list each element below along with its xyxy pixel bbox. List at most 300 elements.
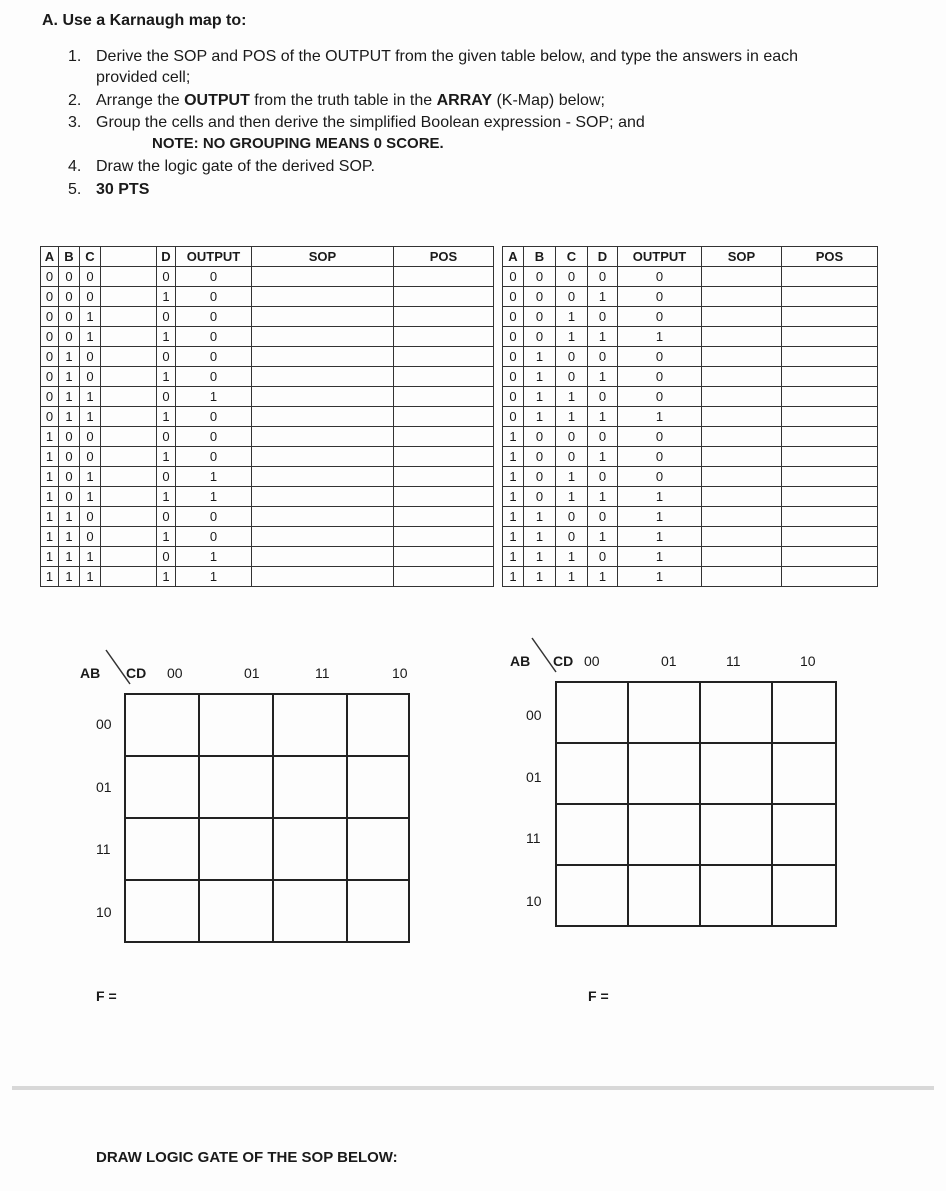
spacer (101, 387, 157, 407)
kmap-row-label: 11 (526, 830, 541, 846)
cell-pos[interactable] (394, 527, 494, 547)
cell-pos[interactable] (394, 327, 494, 347)
kmap-col-label: 11 (315, 665, 330, 681)
cell-a: 0 (503, 407, 524, 427)
kmap-cell[interactable] (125, 694, 199, 756)
spacer (101, 567, 157, 587)
cell-output: 0 (618, 347, 702, 367)
spacer (101, 367, 157, 387)
cell-sop[interactable] (702, 487, 782, 507)
cell-output: 0 (176, 307, 252, 327)
kmap-cell[interactable] (273, 818, 347, 880)
cell-a: 0 (41, 347, 59, 367)
cell-sop[interactable] (252, 547, 394, 567)
cell-pos[interactable] (782, 467, 878, 487)
cell-sop[interactable] (252, 347, 394, 367)
cell-output: 1 (176, 387, 252, 407)
kmap-cell[interactable] (628, 743, 700, 804)
cell-pos[interactable] (782, 347, 878, 367)
cell-output: 0 (176, 527, 252, 547)
cell-c: 0 (80, 287, 101, 307)
kmap-result-label: F = (588, 988, 609, 1004)
cell-pos[interactable] (394, 367, 494, 387)
cell-pos[interactable] (394, 387, 494, 407)
cell-a: 0 (503, 387, 524, 407)
cell-pos[interactable] (782, 387, 878, 407)
kmap-cell[interactable] (273, 880, 347, 942)
kmap-cell[interactable] (700, 682, 772, 743)
cell-output: 0 (176, 347, 252, 367)
kmap-cell[interactable] (199, 818, 273, 880)
header-sop: SOP (702, 247, 782, 267)
cell-output: 0 (176, 447, 252, 467)
cell-sop[interactable] (702, 547, 782, 567)
kmap-cell[interactable] (628, 804, 700, 865)
cell-sop[interactable] (252, 287, 394, 307)
header-c: C (80, 247, 101, 267)
cell-c: 0 (80, 447, 101, 467)
instruction-1 (68, 46, 798, 67)
spacer (101, 247, 157, 267)
cell-c: 0 (556, 267, 588, 287)
spacer (101, 287, 157, 307)
kmap-cd-label: CD (553, 653, 574, 669)
kmap-row-label: 10 (526, 893, 542, 909)
cell-d: 1 (588, 287, 618, 307)
cell-a: 0 (41, 267, 59, 287)
kmap-cell[interactable] (772, 865, 836, 926)
cell-b: 0 (59, 427, 80, 447)
kmap-col-label: 10 (392, 665, 408, 681)
table-row (41, 527, 494, 547)
left-kmap-grid (124, 693, 410, 943)
instruction-number: 3. (68, 114, 82, 131)
kmap-row-label: 01 (526, 769, 542, 785)
cell-a: 0 (503, 307, 524, 327)
instruction-bold: OUTPUT (184, 92, 250, 109)
instruction-bold: ARRAY (436, 92, 493, 109)
cell-output: 1 (176, 467, 252, 487)
cell-d: 0 (157, 547, 176, 567)
cell-c: 1 (556, 487, 588, 507)
instruction-text: (K-Map) below; (492, 92, 605, 109)
cell-b: 1 (524, 347, 556, 367)
cell-c: 1 (80, 467, 101, 487)
cell-pos[interactable] (782, 287, 878, 307)
header-pos: POS (782, 247, 878, 267)
cell-pos[interactable] (782, 427, 878, 447)
instruction-text: Draw the logic gate of the derived SOP. (96, 158, 375, 175)
cell-c: 1 (556, 567, 588, 587)
kmap-cell[interactable] (628, 865, 700, 926)
cell-a: 1 (41, 567, 59, 587)
kmap-row-label: 00 (96, 716, 112, 732)
kmap-cell[interactable] (125, 756, 199, 818)
kmap-cell[interactable] (347, 694, 409, 756)
cell-sop[interactable] (702, 307, 782, 327)
cell-pos[interactable] (394, 407, 494, 427)
cell-sop[interactable] (252, 487, 394, 507)
cell-sop[interactable] (252, 387, 394, 407)
kmap-cell[interactable] (700, 743, 772, 804)
cell-c: 1 (80, 547, 101, 567)
cell-pos[interactable] (782, 487, 878, 507)
cell-b: 0 (59, 447, 80, 467)
cell-c: 1 (80, 487, 101, 507)
cell-b: 0 (524, 307, 556, 327)
cell-sop[interactable] (252, 367, 394, 387)
cell-a: 0 (41, 367, 59, 387)
left-truth-table (40, 246, 494, 587)
cell-pos[interactable] (394, 507, 494, 527)
kmap-cell[interactable] (199, 694, 273, 756)
cell-a: 1 (41, 507, 59, 527)
cell-c: 0 (556, 447, 588, 467)
kmap-cell[interactable] (347, 818, 409, 880)
cell-a: 1 (41, 547, 59, 567)
table-row (503, 407, 878, 427)
cell-output: 1 (176, 547, 252, 567)
spacer (101, 467, 157, 487)
cell-pos[interactable] (782, 307, 878, 327)
cell-c: 1 (556, 327, 588, 347)
cell-a: 1 (503, 567, 524, 587)
instruction-4 (68, 156, 375, 177)
cell-sop[interactable] (702, 447, 782, 467)
kmap-cell[interactable] (700, 804, 772, 865)
kmap-cell[interactable] (199, 880, 273, 942)
cell-output: 0 (176, 367, 252, 387)
header-a: A (503, 247, 524, 267)
cell-pos[interactable] (782, 507, 878, 527)
cell-sop[interactable] (252, 407, 394, 427)
cell-b: 0 (524, 467, 556, 487)
kmap-cell[interactable] (556, 865, 628, 926)
cell-b: 0 (524, 287, 556, 307)
section-divider (12, 1086, 934, 1090)
kmap-cell[interactable] (125, 880, 199, 942)
kmap-cell[interactable] (700, 865, 772, 926)
cell-b: 1 (524, 507, 556, 527)
table-header-row (503, 247, 878, 267)
cell-output: 1 (618, 487, 702, 507)
cell-pos[interactable] (394, 347, 494, 367)
cell-a: 1 (41, 427, 59, 447)
cell-c: 0 (556, 527, 588, 547)
cell-c: 0 (556, 427, 588, 447)
header-output: OUTPUT (618, 247, 702, 267)
cell-c: 0 (80, 347, 101, 367)
cell-d: 0 (588, 267, 618, 287)
cell-a: 0 (503, 327, 524, 347)
spacer (101, 327, 157, 347)
cell-a: 1 (503, 547, 524, 567)
cell-output: 0 (618, 467, 702, 487)
cell-a: 1 (503, 427, 524, 447)
cell-a: 0 (503, 367, 524, 387)
cell-sop[interactable] (702, 407, 782, 427)
table-row (503, 307, 878, 327)
cell-d: 1 (588, 447, 618, 467)
cell-b: 0 (524, 267, 556, 287)
cell-sop[interactable] (702, 367, 782, 387)
spacer (101, 267, 157, 287)
cell-d: 1 (157, 287, 176, 307)
cell-pos[interactable] (394, 487, 494, 507)
cell-pos[interactable] (394, 267, 494, 287)
kmap-cell[interactable] (556, 804, 628, 865)
cell-sop[interactable] (252, 267, 394, 287)
draw-logic-gate-title: DRAW LOGIC GATE OF THE SOP BELOW: (96, 1149, 398, 1166)
kmap-result-label: F = (96, 988, 117, 1004)
cell-output: 0 (176, 407, 252, 427)
table-row (503, 387, 878, 407)
cell-d: 1 (588, 487, 618, 507)
table-row (503, 547, 878, 567)
cell-c: 1 (80, 307, 101, 327)
cell-output: 0 (176, 287, 252, 307)
cell-sop[interactable] (252, 567, 394, 587)
cell-a: 0 (503, 287, 524, 307)
cell-pos[interactable] (394, 467, 494, 487)
table-row (503, 447, 878, 467)
cell-sop[interactable] (702, 287, 782, 307)
kmap-cell[interactable] (772, 682, 836, 743)
instruction-text: Arrange the (96, 92, 185, 109)
spacer (101, 447, 157, 467)
cell-d: 0 (157, 427, 176, 447)
cell-sop[interactable] (252, 507, 394, 527)
cell-a: 1 (503, 487, 524, 507)
table-row (41, 407, 494, 427)
cell-d: 0 (157, 507, 176, 527)
cell-d: 0 (588, 467, 618, 487)
table-row (41, 467, 494, 487)
kmap-row-label: 00 (526, 707, 542, 723)
cell-d: 1 (157, 567, 176, 587)
cell-sop[interactable] (702, 327, 782, 347)
cell-b: 1 (59, 407, 80, 427)
cell-pos[interactable] (394, 427, 494, 447)
kmap-col-label: 10 (800, 653, 816, 669)
table-row (41, 507, 494, 527)
cell-c: 1 (80, 407, 101, 427)
cell-c: 0 (556, 507, 588, 527)
kmap-cell[interactable] (772, 804, 836, 865)
kmap-row-label: 01 (96, 779, 112, 795)
cell-a: 0 (41, 287, 59, 307)
header-b: B (59, 247, 80, 267)
kmap-cell[interactable] (628, 682, 700, 743)
cell-output: 0 (176, 327, 252, 347)
cell-sop[interactable] (702, 567, 782, 587)
kmap-cell[interactable] (556, 743, 628, 804)
cell-sop[interactable] (702, 427, 782, 447)
cell-c: 0 (556, 287, 588, 307)
table-row (41, 307, 494, 327)
cell-d: 0 (588, 387, 618, 407)
cell-output: 1 (618, 407, 702, 427)
kmap-cell[interactable] (347, 880, 409, 942)
table-row (41, 447, 494, 467)
table-row (503, 507, 878, 527)
table-row (503, 427, 878, 447)
cell-c: 0 (556, 367, 588, 387)
cell-output: 0 (176, 427, 252, 447)
kmap-cell[interactable] (273, 756, 347, 818)
kmap-col-label: 11 (726, 653, 741, 669)
instruction-text: from the truth table in the (249, 92, 437, 109)
cell-pos[interactable] (782, 327, 878, 347)
cell-a: 0 (41, 407, 59, 427)
cell-pos[interactable] (394, 547, 494, 567)
cell-output: 0 (618, 307, 702, 327)
cell-d: 1 (588, 327, 618, 347)
kmap-cell[interactable] (199, 756, 273, 818)
header-pos: POS (394, 247, 494, 267)
kmap-cell[interactable] (556, 682, 628, 743)
cell-d: 1 (588, 567, 618, 587)
cell-b: 1 (59, 347, 80, 367)
cell-sop[interactable] (702, 387, 782, 407)
spacer (101, 307, 157, 327)
cell-sop[interactable] (702, 507, 782, 527)
cell-output: 0 (618, 367, 702, 387)
kmap-cell[interactable] (772, 743, 836, 804)
cell-sop[interactable] (252, 427, 394, 447)
cell-c: 0 (80, 507, 101, 527)
cell-a: 0 (41, 387, 59, 407)
cell-d: 0 (588, 507, 618, 527)
cell-a: 1 (503, 467, 524, 487)
cell-output: 1 (618, 527, 702, 547)
cell-a: 0 (41, 327, 59, 347)
cell-pos[interactable] (394, 567, 494, 587)
cell-sop[interactable] (702, 347, 782, 367)
cell-output: 1 (618, 327, 702, 347)
cell-b: 1 (59, 387, 80, 407)
cell-sop[interactable] (702, 467, 782, 487)
cell-d: 1 (157, 327, 176, 347)
cell-d: 0 (588, 347, 618, 367)
cell-pos[interactable] (394, 447, 494, 467)
instruction-number: 2. (68, 92, 82, 109)
kmap-col-label: 01 (244, 665, 260, 681)
cell-b: 0 (59, 307, 80, 327)
cell-d: 0 (157, 387, 176, 407)
cell-b: 1 (524, 387, 556, 407)
cell-sop[interactable] (252, 447, 394, 467)
cell-sop[interactable] (252, 467, 394, 487)
cell-pos[interactable] (782, 567, 878, 587)
cell-sop[interactable] (252, 327, 394, 347)
cell-b: 0 (59, 487, 80, 507)
table-row (503, 527, 878, 547)
cell-pos[interactable] (782, 547, 878, 567)
header-sop: SOP (252, 247, 394, 267)
cell-c: 0 (80, 267, 101, 287)
cell-b: 1 (59, 567, 80, 587)
cell-output: 1 (176, 567, 252, 587)
instruction-text: Group the cells and then derive the simplified Boolean expression - SOP; and (96, 114, 645, 131)
cell-output: 1 (618, 547, 702, 567)
cell-d: 1 (588, 527, 618, 547)
kmap-cell[interactable] (347, 756, 409, 818)
cell-c: 1 (556, 387, 588, 407)
cell-a: 0 (503, 267, 524, 287)
spacer (101, 487, 157, 507)
cell-sop[interactable] (252, 307, 394, 327)
instruction-text: Derive the SOP and POS of the OUTPUT from the given table below, and type the answers in each (96, 48, 799, 65)
instruction-3 (68, 112, 645, 133)
cell-d: 1 (157, 527, 176, 547)
cell-a: 1 (503, 527, 524, 547)
cell-a: 0 (503, 347, 524, 367)
cell-b: 0 (59, 267, 80, 287)
kmap-col-label: 00 (167, 665, 183, 681)
kmap-cell[interactable] (273, 694, 347, 756)
section-title: A. Use a Karnaugh map to: (42, 12, 247, 29)
cell-a: 1 (41, 487, 59, 507)
cell-pos[interactable] (394, 307, 494, 327)
table-row (41, 567, 494, 587)
cell-a: 1 (503, 507, 524, 527)
cell-c: 1 (80, 327, 101, 347)
table-row (503, 267, 878, 287)
cell-b: 1 (524, 547, 556, 567)
cell-sop[interactable] (702, 267, 782, 287)
cell-b: 0 (524, 487, 556, 507)
cell-sop[interactable] (702, 527, 782, 547)
cell-b: 1 (59, 367, 80, 387)
cell-pos[interactable] (782, 447, 878, 467)
instruction-bold: 30 PTS (96, 181, 150, 198)
cell-pos[interactable] (782, 367, 878, 387)
cell-b: 0 (524, 327, 556, 347)
cell-b: 1 (59, 507, 80, 527)
header-d: D (588, 247, 618, 267)
cell-d: 0 (588, 307, 618, 327)
cell-d: 0 (157, 467, 176, 487)
cell-a: 1 (41, 527, 59, 547)
table-row (41, 347, 494, 367)
cell-pos[interactable] (782, 407, 878, 427)
spacer (101, 347, 157, 367)
cell-d: 1 (157, 407, 176, 427)
table-row (41, 267, 494, 287)
right-truth-table (502, 246, 878, 587)
cell-b: 1 (524, 527, 556, 547)
cell-d: 1 (588, 407, 618, 427)
cell-output: 0 (618, 447, 702, 467)
header-a: A (41, 247, 59, 267)
cell-c: 1 (80, 387, 101, 407)
cell-pos[interactable] (394, 287, 494, 307)
cell-b: 0 (59, 327, 80, 347)
spacer (101, 407, 157, 427)
cell-sop[interactable] (252, 527, 394, 547)
cell-d: 1 (588, 367, 618, 387)
table-row (41, 367, 494, 387)
cell-pos[interactable] (782, 267, 878, 287)
cell-pos[interactable] (782, 527, 878, 547)
kmap-cell[interactable] (125, 818, 199, 880)
table-row (41, 387, 494, 407)
cell-b: 1 (524, 407, 556, 427)
cell-d: 1 (157, 447, 176, 467)
table-row (503, 487, 878, 507)
table-row (503, 367, 878, 387)
